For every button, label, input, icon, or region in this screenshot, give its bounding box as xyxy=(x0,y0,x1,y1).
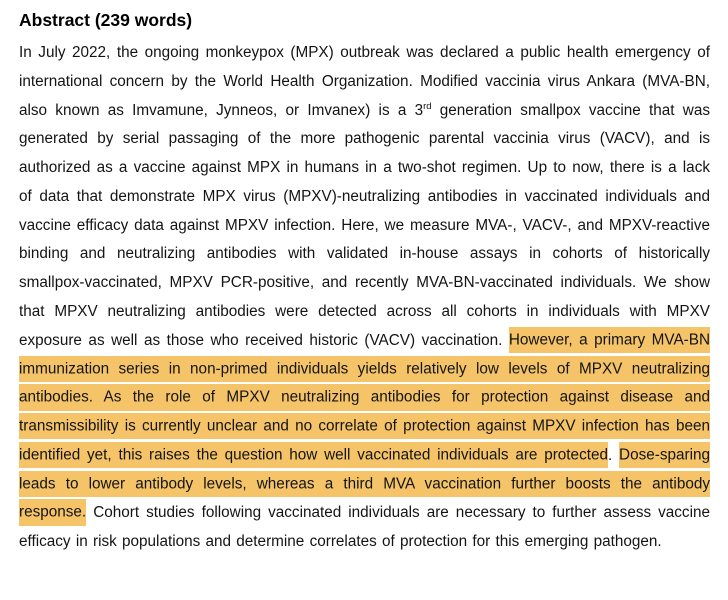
abstract-heading: Abstract (239 words) xyxy=(19,10,193,30)
ordinal-superscript: rd xyxy=(423,100,432,112)
abstract-outro-text: Cohort studies following vaccinated individuals are necessary to further assess vaccine efficacy in risk populations and determine correlates of protection for this emerging pathogen. xyxy=(19,504,710,550)
unhighlighted-separator: . xyxy=(607,446,620,464)
highlighted-text-1: However, a primary MVA-BN immunization series in non-primed individuals yields relatively low levels of MPXV neutralizing antibodies. As the role of MPXV neutralizing antibodies for protection against disease and transmissibility is currently unclear and no correlate of protection against MPXV infection has been identified yet, this raises the question how well vaccinated individuals are protected xyxy=(19,327,710,468)
abstract-paragraph xyxy=(19,39,710,557)
abstract-intro-text: In July 2022, the ongoing monkeypox (MPX) outbreak was declared a public health emergency of international concern by the World Health Organization. Modified vaccinia virus Ankara (MVA-BN, also known as Imvamune, Jynneos, or Imvanex) is a 3 xyxy=(19,44,710,119)
highlighted-text-2: Dose-sparing leads to lower antibody levels, whereas a third MVA vaccination further boosts the antibody response. xyxy=(19,442,710,526)
abstract-body-text: generation smallpox vaccine that was generated by serial passaging of the more pathogenic parental vaccinia virus (VACV), and is authorized as a vaccine against MPX in humans in a two-shot regimen. Up to now, there is a lack of data that demonstrate MPX virus (MPXV)-neutralizing antibodies in vaccinated individuals and vaccine efficacy data against MPXV infection. Here, we measure MVA-, VACV-, and MPXV-reactive binding and neutralizing antibodies with validated in-house assays in cohorts of historically smallpox-vaccinated, MPXV PCR-positive, and recently MVA-BN-vaccinated individuals. We show that MPXV neutralizing antibodies were detected across all cohorts in individuals with MPXV exposure as well as those who received historic (VACV) vaccination. xyxy=(19,101,710,349)
